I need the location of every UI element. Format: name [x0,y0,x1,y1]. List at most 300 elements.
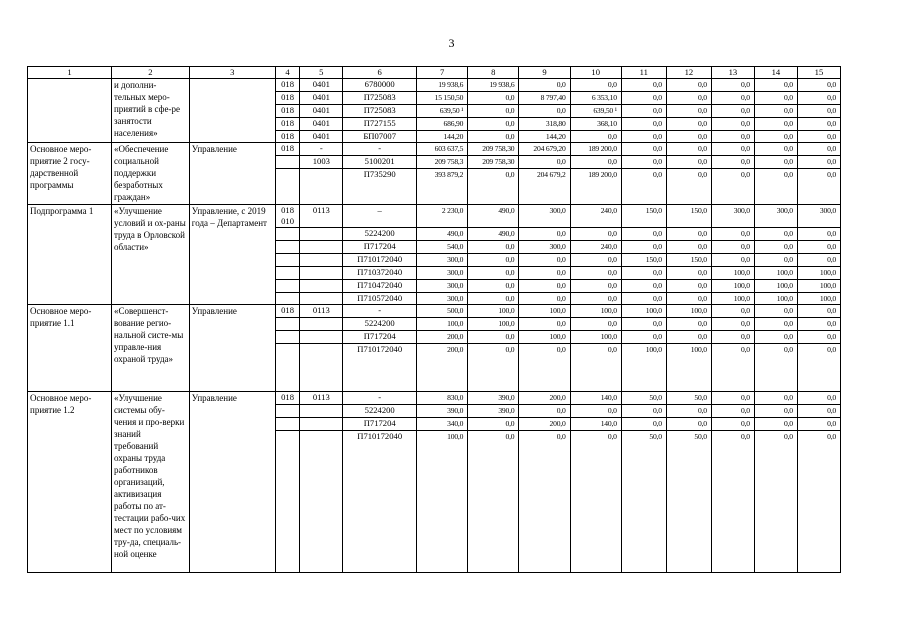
section-code-cell: 0113 [300,392,343,405]
section-code-cell [300,267,343,280]
target-article-cell: П710372040 [343,267,417,280]
amount-cell: 150,0 [621,254,666,267]
section-code-cell [300,431,343,573]
section-code-cell [300,280,343,293]
amount-cell: 0,0 [468,344,519,392]
section-code-cell: 0401 [300,131,343,143]
amount-cell: 0,0 [621,169,666,205]
amount-cell: 0,0 [754,118,797,131]
section-code-cell [300,418,343,431]
target-article-cell: П717204 [343,418,417,431]
amount-cell: 0,0 [711,105,754,118]
amount-cell: 200,0 [417,331,468,344]
amount-cell: 0,0 [570,79,621,92]
executor-cell [189,79,275,143]
column-header: 6 [343,67,417,79]
grbs-code-cell [275,318,300,331]
amount-cell: 100,0 [417,318,468,331]
amount-cell: 0,0 [754,131,797,143]
amount-cell: 0,0 [754,169,797,205]
amount-cell: 209 758,30 [468,143,519,156]
amount-cell: 0,0 [621,331,666,344]
amount-cell: 0,0 [754,228,797,241]
amount-cell: 100,0 [519,305,570,318]
amount-cell: 0,0 [666,405,711,418]
amount-cell: 0,0 [570,228,621,241]
amount-cell: 0,0 [468,254,519,267]
amount-cell: 0,0 [754,418,797,431]
amount-cell: 0,0 [797,305,840,318]
amount-cell: 0,0 [468,431,519,573]
table-row [28,205,841,228]
target-article-cell: БП07007 [343,131,417,143]
amount-cell: 200,0 [417,344,468,392]
amount-cell: 0,0 [468,241,519,254]
section-code-cell [300,241,343,254]
amount-cell: 0,0 [711,254,754,267]
amount-cell: 0,0 [797,418,840,431]
amount-cell: 0,0 [519,254,570,267]
amount-cell: 0,0 [797,143,840,156]
amount-cell: 0,0 [621,143,666,156]
amount-cell: 0,0 [468,418,519,431]
column-number-row [28,67,841,79]
amount-cell: 0,0 [666,318,711,331]
grbs-code-cell: 018 [275,305,300,318]
table-row [28,392,841,405]
amount-cell: 19 938,6 [417,79,468,92]
amount-cell: 100,0 [417,431,468,573]
grbs-code-cell: 018 [275,79,300,92]
amount-cell: 100,0 [468,305,519,318]
section-code-cell: 1003 [300,156,343,169]
amount-cell: 0,0 [711,418,754,431]
amount-cell: 144,20 [417,131,468,143]
amount-cell: 0,0 [519,156,570,169]
target-article-cell: П710572040 [343,293,417,305]
amount-cell: 2 230,0 [417,205,468,228]
amount-cell: 0,0 [519,280,570,293]
amount-cell: 100,0 [711,280,754,293]
section-code-cell: 0401 [300,118,343,131]
column-header: 3 [189,67,275,79]
amount-cell: 0,0 [666,105,711,118]
amount-cell: 189 200,0 [570,143,621,156]
amount-cell: 0,0 [570,156,621,169]
column-header: 10 [570,67,621,79]
amount-cell: 144,20 [519,131,570,143]
amount-cell: 50,0 [666,392,711,405]
target-article-cell: П725083 [343,92,417,105]
amount-cell: 0,0 [666,92,711,105]
activity-name-cell: и дополни-тельных меро-приятий в сфе-ре занятости населения» [111,79,189,143]
amount-cell: 0,0 [621,105,666,118]
amount-cell: 0,0 [519,293,570,305]
amount-cell: 150,0 [666,205,711,228]
amount-cell: 300,0 [711,205,754,228]
amount-cell: 390,0 [468,392,519,405]
page-number: 3 [448,36,455,50]
target-article-cell: П725083 [343,105,417,118]
amount-cell: 100,0 [797,293,840,305]
amount-cell: 318,80 [519,118,570,131]
amount-cell: 0,0 [754,156,797,169]
amount-cell: 0,0 [621,156,666,169]
table-row [28,305,841,318]
amount-cell: 0,0 [666,280,711,293]
amount-cell: 0,0 [570,344,621,392]
section-code-cell [300,228,343,241]
target-article-cell: – [343,205,417,228]
amount-cell: 0,0 [468,92,519,105]
target-article-cell: - [343,143,417,156]
amount-cell: 100,0 [621,344,666,392]
amount-cell: 390,0 [468,405,519,418]
target-article-cell: 5100201 [343,156,417,169]
column-header: 5 [300,67,343,79]
amount-cell: 0,0 [666,143,711,156]
amount-cell: 368,10 [570,118,621,131]
amount-cell: 0,0 [754,254,797,267]
amount-cell: 100,0 [621,305,666,318]
amount-cell: 0,0 [711,431,754,573]
amount-cell: 0,0 [797,105,840,118]
amount-cell: 0,0 [711,169,754,205]
activity-name-cell: «Улучшение условий и ох-раны труда в Орловской области» [111,205,189,305]
grbs-code-cell: 018 [275,92,300,105]
amount-cell: 0,0 [519,344,570,392]
amount-cell: 0,0 [754,331,797,344]
column-header: 8 [468,67,519,79]
amount-cell: 639,50 ¹ [570,105,621,118]
amount-cell: 0,0 [570,318,621,331]
program-name-cell [28,79,112,143]
amount-cell: 0,0 [570,267,621,280]
amount-cell: 0,0 [519,431,570,573]
amount-cell: 0,0 [797,318,840,331]
grbs-code-cell [275,293,300,305]
amount-cell: 200,0 [519,418,570,431]
amount-cell: 50,0 [621,392,666,405]
executor-cell: Управление [189,305,275,392]
target-article-cell: П717204 [343,241,417,254]
amount-cell: 490,0 [468,228,519,241]
amount-cell: 0,0 [519,318,570,331]
amount-cell: 50,0 [666,431,711,573]
target-article-cell: П727155 [343,118,417,131]
amount-cell: 100,0 [711,267,754,280]
amount-cell: 300,0 [417,254,468,267]
section-code-cell: 0113 [300,305,343,318]
amount-cell: 150,0 [666,254,711,267]
amount-cell: 0,0 [519,79,570,92]
target-article-cell: П710172040 [343,431,417,573]
activity-name-cell: «Совершенст-вование регио-нальной систе-мы управле-ния охраной труда» [111,305,189,392]
amount-cell: 540,0 [417,241,468,254]
grbs-code-cell: 018 [275,118,300,131]
amount-cell: 0,0 [754,305,797,318]
amount-cell: 0,0 [621,293,666,305]
amount-cell: 0,0 [797,92,840,105]
amount-cell: 100,0 [570,331,621,344]
amount-cell: 200,0 [519,392,570,405]
amount-cell: 0,0 [666,228,711,241]
amount-cell: 8 797,40 [519,92,570,105]
target-article-cell: П710172040 [343,254,417,267]
amount-cell: 0,0 [797,254,840,267]
amount-cell: 0,0 [797,344,840,392]
amount-cell: 0,0 [754,318,797,331]
amount-cell: 0,0 [797,156,840,169]
grbs-code-cell [275,254,300,267]
amount-cell: 0,0 [519,405,570,418]
amount-cell: 300,0 [519,241,570,254]
section-code-cell [300,331,343,344]
amount-cell: 0,0 [754,431,797,573]
amount-cell: 0,0 [621,241,666,254]
amount-cell: 830,0 [417,392,468,405]
section-code-cell [300,254,343,267]
amount-cell: 0,0 [711,318,754,331]
program-name-cell: Основное меро-приятие 2 госу-дарственной программы [28,143,112,205]
amount-cell: 0,0 [754,92,797,105]
amount-cell: 0,0 [797,331,840,344]
amount-cell: 0,0 [621,131,666,143]
target-article-cell: - [343,305,417,318]
amount-cell: 0,0 [468,169,519,205]
column-header: 9 [519,67,570,79]
section-code-cell [300,405,343,418]
amount-cell: 0,0 [711,405,754,418]
target-article-cell: П735290 [343,169,417,205]
amount-cell: 393 879,2 [417,169,468,205]
amount-cell: 0,0 [666,241,711,254]
amount-cell: 0,0 [666,169,711,205]
target-article-cell: 5224200 [343,318,417,331]
amount-cell: 490,0 [468,205,519,228]
column-header: 11 [621,67,666,79]
amount-cell: 0,0 [711,131,754,143]
amount-cell: 0,0 [570,293,621,305]
amount-cell: 300,0 [754,205,797,228]
program-name-cell: Основное меро-приятие 1.1 [28,305,112,392]
amount-cell: 204 679,2 [519,169,570,205]
column-header: 2 [111,67,189,79]
amount-cell: 300,0 [797,205,840,228]
column-header: 13 [711,67,754,79]
amount-cell: 209 758,30 [468,156,519,169]
section-code-cell: 0401 [300,105,343,118]
amount-cell: 100,0 [754,280,797,293]
amount-cell: 0,0 [621,267,666,280]
section-code-cell: 0113 [300,205,343,228]
grbs-code-cell [275,267,300,280]
amount-cell: 300,0 [417,267,468,280]
amount-cell: 0,0 [666,331,711,344]
amount-cell: 490,0 [417,228,468,241]
program-name-cell: Основное меро-приятие 1.2 [28,392,112,573]
target-article-cell: - [343,392,417,405]
amount-cell: 300,0 [417,293,468,305]
amount-cell: 0,0 [570,254,621,267]
target-article-cell: 5224200 [343,228,417,241]
amount-cell: 0,0 [519,267,570,280]
amount-cell: 0,0 [666,79,711,92]
amount-cell: 0,0 [754,344,797,392]
amount-cell: 19 938,6 [468,79,519,92]
amount-cell: 0,0 [754,79,797,92]
amount-cell: 0,0 [711,241,754,254]
amount-cell: 0,0 [797,405,840,418]
amount-cell: 300,0 [417,280,468,293]
amount-cell: 390,0 [417,405,468,418]
grbs-code-cell [275,344,300,392]
amount-cell: 0,0 [754,241,797,254]
amount-cell: 0,0 [468,331,519,344]
amount-cell: 100,0 [468,318,519,331]
amount-cell: 0,0 [711,392,754,405]
amount-cell: 0,0 [621,280,666,293]
grbs-code-cell [275,418,300,431]
amount-cell: 6 353,10 [570,92,621,105]
amount-cell: 100,0 [666,305,711,318]
amount-cell: 500,0 [417,305,468,318]
grbs-code-cell: 018 [275,105,300,118]
amount-cell: 100,0 [797,280,840,293]
amount-cell: 0,0 [797,228,840,241]
budget-table [27,66,841,573]
amount-cell: 0,0 [468,293,519,305]
target-article-cell: П710472040 [343,280,417,293]
amount-cell: 0,0 [666,418,711,431]
amount-cell: 0,0 [711,79,754,92]
amount-cell: 140,0 [570,418,621,431]
grbs-code-cell [275,431,300,573]
section-code-cell [300,344,343,392]
amount-cell: 0,0 [711,143,754,156]
amount-cell: 0,0 [754,392,797,405]
grbs-code-cell [275,156,300,169]
amount-cell: 0,0 [711,228,754,241]
amount-cell: 100,0 [666,344,711,392]
amount-cell: 0,0 [468,280,519,293]
grbs-code-cell: 018 [275,131,300,143]
amount-cell: 240,0 [570,205,621,228]
amount-cell: 0,0 [621,405,666,418]
section-code-cell: 0401 [300,79,343,92]
amount-cell: 209 758,3 [417,156,468,169]
amount-cell: 0,0 [797,131,840,143]
amount-cell: 0,0 [621,418,666,431]
amount-cell: 603 637,5 [417,143,468,156]
amount-cell: 300,0 [519,205,570,228]
amount-cell: 50,0 [621,431,666,573]
amount-cell: 100,0 [797,267,840,280]
amount-cell: 0,0 [797,118,840,131]
amount-cell: 0,0 [621,318,666,331]
amount-cell: 0,0 [468,267,519,280]
target-article-cell: 5224200 [343,405,417,418]
amount-cell: 686,90 [417,118,468,131]
amount-cell: 100,0 [570,305,621,318]
target-article-cell: П717204 [343,331,417,344]
amount-cell: 0,0 [666,156,711,169]
amount-cell: 0,0 [570,280,621,293]
amount-cell: 140,0 [570,392,621,405]
amount-cell: 0,0 [468,131,519,143]
executor-cell: Управление [189,143,275,205]
amount-cell: 0,0 [570,131,621,143]
amount-cell: 100,0 [519,331,570,344]
amount-cell: 100,0 [754,293,797,305]
amount-cell: 0,0 [666,267,711,280]
section-code-cell: 0401 [300,92,343,105]
section-code-cell: - [300,143,343,156]
executor-cell: Управление, с 2019 года – Департамент [189,205,275,305]
column-header: 12 [666,67,711,79]
amount-cell: 0,0 [754,105,797,118]
amount-cell: 0,0 [797,169,840,205]
activity-name-cell: «Обеспечение социальной поддержки безработных граждан» [111,143,189,205]
program-name-cell: Подпрограмма 1 [28,205,112,305]
amount-cell: 0,0 [711,156,754,169]
amount-cell: 0,0 [711,92,754,105]
amount-cell: 0,0 [711,344,754,392]
column-header: 15 [797,67,840,79]
amount-cell: 0,0 [711,118,754,131]
amount-cell: 0,0 [711,331,754,344]
grbs-code-cell [275,331,300,344]
amount-cell: 0,0 [621,118,666,131]
amount-cell: 0,0 [621,228,666,241]
amount-cell: 15 150,50 [417,92,468,105]
grbs-code-cell [275,228,300,241]
amount-cell: 0,0 [797,431,840,573]
target-article-cell: 6780000 [343,79,417,92]
grbs-code-cell: 018 [275,392,300,405]
amount-cell: 340,0 [417,418,468,431]
grbs-code-cell [275,405,300,418]
column-header: 7 [417,67,468,79]
section-code-cell [300,318,343,331]
amount-cell: 639,50 ¹ [417,105,468,118]
column-header: 14 [754,67,797,79]
amount-cell: 0,0 [519,105,570,118]
amount-cell: 0,0 [797,392,840,405]
amount-cell: 0,0 [711,305,754,318]
amount-cell: 0,0 [570,405,621,418]
amount-cell: 0,0 [570,431,621,573]
column-header: 1 [28,67,112,79]
grbs-code-cell [275,280,300,293]
executor-cell: Управление [189,392,275,573]
section-code-cell [300,169,343,205]
amount-cell: 100,0 [754,267,797,280]
activity-name-cell: «Улучшение системы обу-чения и про-верки знаний требований охраны труда работников организаций, активизация работы по ат-тестации рабо-чих мест по условиям тру-да, специаль-ной оценке [111,392,189,573]
amount-cell: 0,0 [797,241,840,254]
amount-cell: 0,0 [754,405,797,418]
grbs-code-cell [275,241,300,254]
amount-cell: 0,0 [468,118,519,131]
grbs-code-cell [275,169,300,205]
grbs-code-cell: 018 [275,143,300,156]
amount-cell: 100,0 [711,293,754,305]
section-code-cell [300,293,343,305]
amount-cell: 240,0 [570,241,621,254]
amount-cell: 0,0 [621,79,666,92]
amount-cell: 0,0 [666,293,711,305]
table-row [28,143,841,156]
